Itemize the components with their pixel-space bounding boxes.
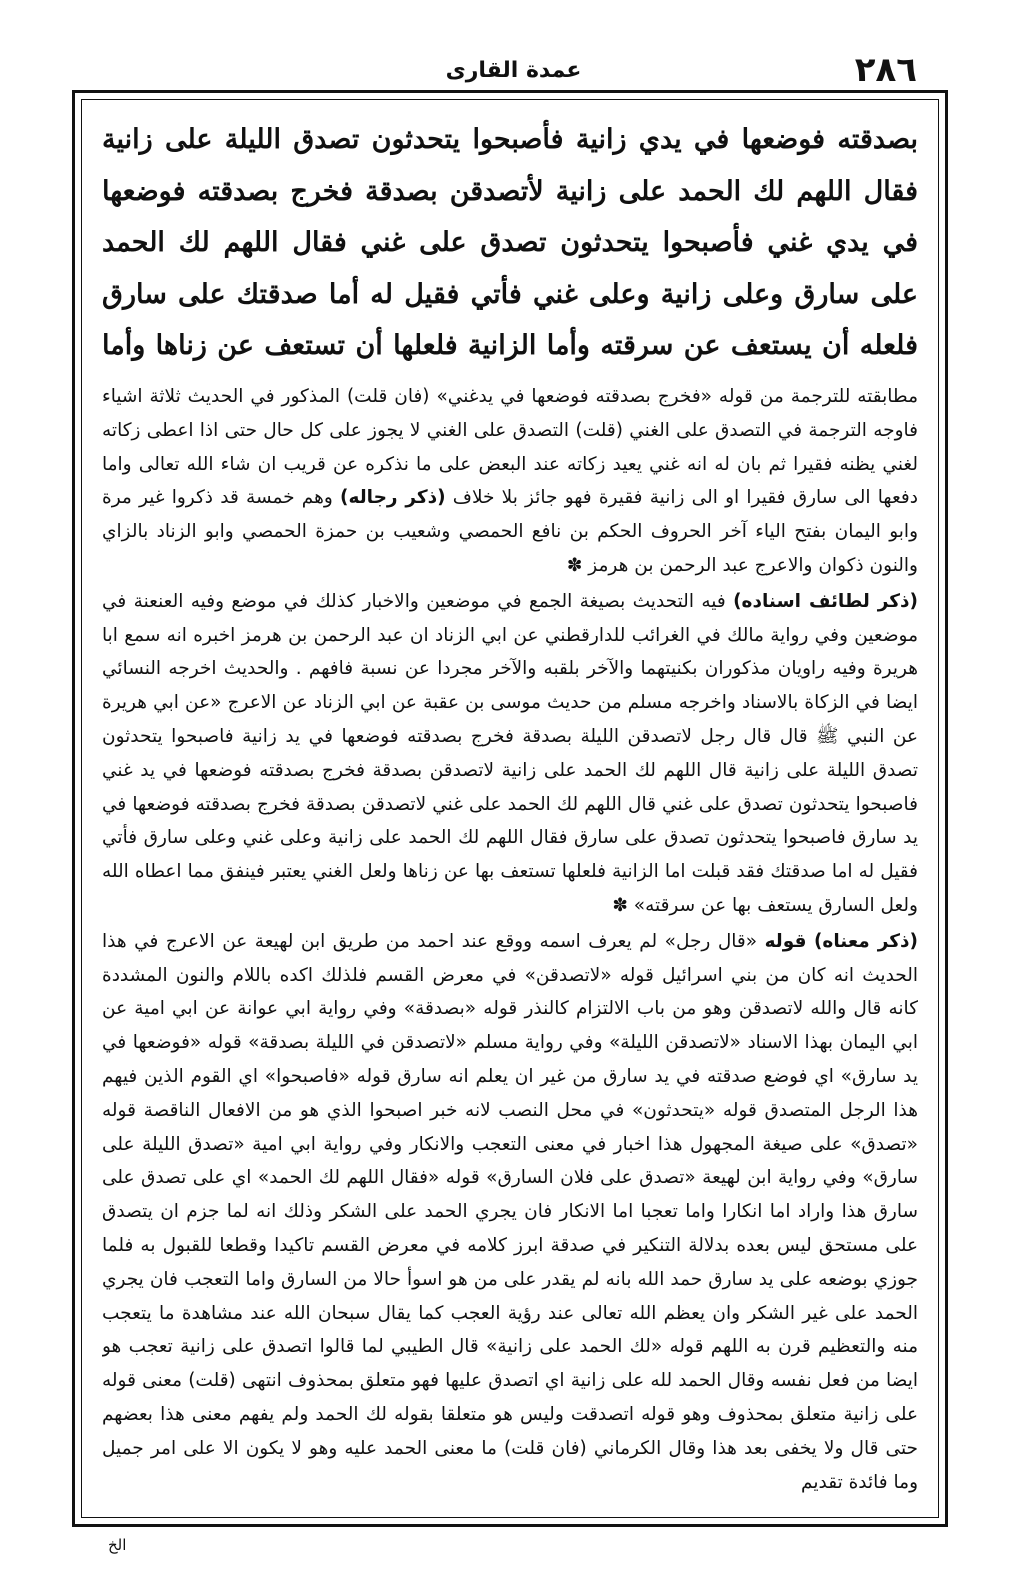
commentary-text: وهم خمسة قد ذكروا غير مرة وابو اليمان بفتح الياء آخر الحروف الحكم بن نافع الحمصي وشعيب بن حمزة الحمصي وابو الزناد بالزاي والنون ذكوان والاعرج عبد الرحمن بن هرمز ✽ xyxy=(102,487,918,576)
commentary-paragraph-3 xyxy=(102,925,918,1500)
commentary-paragraph-1 xyxy=(102,380,918,583)
hadith-text-body: بصدقته فوضعها في يدي زانية فأصبحوا يتحدثون تصدق الليلة على زانية فقال اللهم لك الحمد على زانية لأتصدقن بصدقة فخرج بصدقته فوضعها في يدي غني فأصبحوا يتحدثون تصدق على غني فقال اللهم لك الحمد على سارق وعلى زانية وعلى غني فأتي فقيل له أما صدقتك على سارق فلعله أن يستعف عن سرقته وأما الزانية فلعلها أن تستعف عن زناها وأما xyxy=(102,124,918,361)
commentary-text: فيه التحديث بصيغة الجمع في موضعين والاخبار كذلك في موضع وفيه العنعنة في موضعين وفي رواية مالك في الغرائب للدارقطني عن ابي الزناد ان عبد الرحمن بن هرمز اخبره انه سمع ابا هريرة وفيه راويان مذكوران بكنيتهما والآخر بلقبه والآخر مجردا عن نسبة فافهم . والحديث اخرجه النسائي ايضا في الزكاة بالاسناد واخرجه مسلم من حديث موسى بن عقبة عن ابي الزناد عن الاعرج «عن ابي هريرة عن النبي ﷺ قال قال رجل لاتصدقن الليلة بصدقة فخرج بصدقته فوضعها في يد زانية فاصبحوا يتحدثون تصدق الليلة على زانية قال اللهم لك الحمد على زانية لاتصدقن بصدقة فخرج بصدقته فوضعها في يد غني فاصبحوا يتحدثون تصدق على غني قال اللهم لك الحمد على غني لاتصدقن بصدقة فخرج بصدقته فوضعها في يد سارق فاصبحوا يتحدثون تصدق على سارق فقال اللهم لك الحمد على زانية وعلى غني وعلى سارق فأتي فقيل له اما صدقتك فقد قبلت اما الزانية فلعلها تستعف بها عن زناها ولعل الغني يعتبر فينفق مما اعطاه الله ولعل السارق يستعف بها عن سرقته» ✽ xyxy=(102,590,918,916)
qawluhu-keyword: قوله xyxy=(764,930,807,952)
page-number: ٢٨٦ xyxy=(854,50,917,90)
page-header xyxy=(110,50,917,90)
hadith-text-block xyxy=(102,114,918,372)
section-heading-lataif: (ذكر لطائف اسناده) xyxy=(733,590,918,612)
section-heading-rijal: (ذكر رجاله) xyxy=(340,487,446,509)
hadith-text xyxy=(102,114,918,372)
commentary-text: «قال رجل» لم يعرف اسمه ووقع عند احمد من طريق ابن لهيعة عن الاعرج في هذا الحديث انه كان من بني اسرائيل قوله «لاتصدقن» في معرض القسم فلذلك اكده باللام والنون المشددة كانه قال والله لاتصدقن وهو من باب الالتزام كالنذر قوله «بصدقة» وفي رواية ابي عوانة عن ابي امية عن ابي اليمان بهذا الاسناد «لاتصدقن الليلة» وفي رواية مسلم «لاتصدقن في الليلة بصدقة» قوله «فوضعها في يد سارق» اي فوضع صدقته في يد سارق من غير ان يعلم انه سارق قوله «فاصبحوا» اي القوم الذين فيهم هذا الرجل المتصدق قوله «يتحدثون» في محل النصب لانه خبر اصبحوا الذي هو من الافعال الناقصة قوله «تصدق» على صيغة المجهول هذا اخبار في معنى التعجب والانكار وفي رواية ابي امية «تصدق الليلة على سارق» وفي رواية ابن لهيعة «تصدق على فلان السارق» قوله «فقال اللهم لك الحمد» اي على تصدق على سارق هذا واراد اما انكارا واما تعجبا اما الانكار فان يجري الحمد على الشكر وذلك انه لما جزم ان يتصدق على مستحق ليس بعده بدلالة التنكير في صدقة ابرز كلامه في معرض القسم تاكيدا وقطعا للقبول به فلما جوزي بوضعه على يد سارق حمد الله بانه لم يقدر على من هو اسوأ حالا من السارق واما التعجب فان يجري الحمد على غير الشكر وان يعظم الله تعالى عند رؤية العجب كما يقال سبحان الله عند مشاهدة ما يتعجب منه والتعظيم قرن به اللهم قوله «لك الحمد على زانية» قال الطيبي لما قالوا اتصدق على زانية تعجب هو ايضا من فعل نفسه وقال الحمد لله على زانية اي اتصدق عليها فهو متعلق بمحذوف انتهى (قلت) معنى قوله على زانية متعلق بمحذوف وهو قوله اتصدقت وليس هو متعلقا بقوله لك الحمد ولم يفهم معنى هذا بعضهم حتى قال ولا يخفى بعد هذا وقال الكرماني (فان قلت) ما معنى الحمد عليه وهو لا يكون الا على امر جميل وما فائدة تقديم xyxy=(102,930,918,1493)
running-title: عمدة القاری xyxy=(445,58,582,83)
page-border xyxy=(72,90,948,1527)
commentary-paragraph-2 xyxy=(102,585,918,923)
commentary-block xyxy=(102,380,918,1520)
inner-border xyxy=(81,99,939,1518)
catchword: الخ xyxy=(108,1536,127,1554)
commentary-text: مطابقته للترجمة من قوله «فخرج بصدقته فوضعها في يدغني» (فان قلت) المذكور في الحديث ثلاثة اشياء فاوجه الترجمة في التصدق على الغني (قلت) التصدق على الغني لا يجوز على كل حال حتى اذا اعطى زكاته لغني يظنه فقيرا ثم بان له انه غني يعيد زكاته عند البعض على ما نذكره عن قريب ان شاء الله تعالى واما دفعها الى سارق فقيرا او الى زانية فقيرة فهو جائز بلا خلاف xyxy=(102,386,918,509)
section-heading-maana: (ذكر معناه) xyxy=(813,930,918,952)
